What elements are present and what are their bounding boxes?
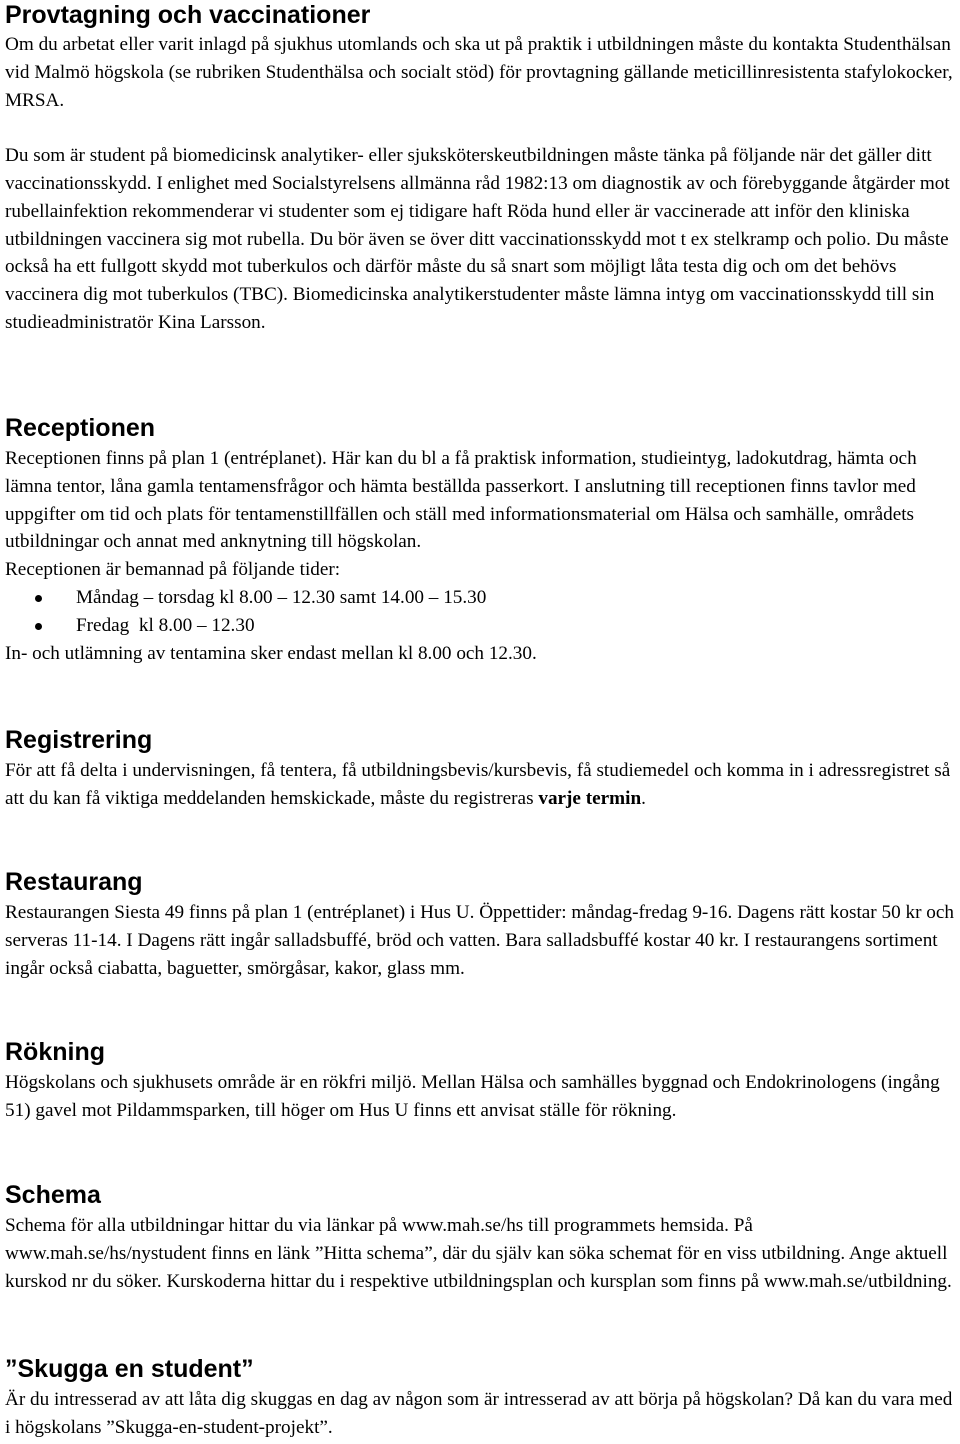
heading-schema: Schema (5, 1181, 101, 1209)
paragraph-skugga: Är du intresserad av att låta dig skuggas en dag av någon som är intresserad av att börja på högskolan? Då kan du vara med i högskolans ”Skugga-en-student-projekt”. (5, 1389, 953, 1438)
paragraph-hours-intro: Receptionen är bemannad på följande tider: (5, 559, 341, 581)
heading-provtagning: Provtagning och vaccinationer (5, 1, 371, 29)
heading-rokning: Rökning (5, 1038, 105, 1066)
paragraph-rokning: Högskolans och sjukhusets område är en rökfri miljö. Mellan Hälsa och samhälles byggnad och Endokrinologens (ingång 51) gavel mot Pildammsparken, till höger om Hus U finns ett anvisat ställe för rökning. (5, 1072, 940, 1121)
paragraph-mrsa: Om du arbetat eller varit inlagd på sjukhus utomlands och ska ut på praktik i utbildningen måste du kontakta Studenthälsan vid Malmö högskola (se rubriken Studenthälsa och socialt stöd) för provtagning gällande meticillinresistenta stafylokocker, MRSA. (5, 34, 953, 111)
paragraph-registrering (5, 757, 955, 813)
paragraph-tentamina: In- och utlämning av tentamina sker endast mellan kl 8.00 och 12.30. (5, 642, 537, 664)
registrering-emphasis: varje termin (538, 787, 642, 809)
section-skugga (5, 1354, 955, 1442)
heading-skugga: ”Skugga en student” (5, 1355, 254, 1383)
registrering-text: För att få delta i undervisningen, få tentera, få utbildningsbevis/kursbevis, få studiemedel och komma in i adressregistret så att du kan få viktiga meddelanden hemskickade, måste du registreras (5, 760, 951, 809)
bullet-icon (35, 595, 42, 602)
hours-text: Fredag kl 8.00 – 12.30 (76, 614, 255, 636)
section-rokning (5, 1037, 955, 1125)
section-registrering (5, 725, 955, 813)
list-item-hours (5, 584, 955, 612)
section-receptionen (5, 413, 955, 667)
list-item-hours (5, 612, 955, 640)
paragraph-reception-info: Receptionen finns på plan 1 (entréplanet). Här kan du bl a få praktisk information, studieintyg, ladokutdrag, hämta och lämna tentor, låna gamla tentamensfrågor och hämta beställda passerkort. I anslutning till receptionen finns tavlor med uppgifter om tid och plats för tentamenstillfällen och ställ med informationsmaterial om Hälsa och samhälle, områdets utbildningar och annat med anknytning till högskolan. (5, 448, 917, 553)
paragraph-restaurang: Restaurangen Siesta 49 finns på plan 1 (entréplanet) i Hus U. Öppettider: måndag-fredag 9-16. Dagens rätt kostar 50 kr och serveras 11-14. I Dagens rätt ingår salladsbuffé, bröd och vatten. Bara salladsbuffé kostar 40 kr. I restaurangens sortiment ingår också ciabatta, baguetter, smörgåsar, kakor, glass mm. (5, 902, 954, 979)
paragraph-schema: Schema för alla utbildningar hittar du via länkar på www.mah.se/hs till programmets hemsida. På www.mah.se/hs/nystudent finns en länk ”Hitta schema”, där du själv kan söka schemat för en viss utbildning. Ange aktuell kurskod nr du söker. Kurskoderna hittar du i respektive utbildningsplan och kursplan som finns på www.mah.se/utbildning. (5, 1215, 952, 1292)
section-restaurang (5, 867, 955, 982)
section-schema (5, 1180, 955, 1295)
hours-text: Måndag – torsdag kl 8.00 – 12.30 samt 14.00 – 15.30 (76, 586, 487, 608)
paragraph-vaccination: Du som är student på biomedicinsk analytiker- eller sjuksköterskeutbildningen måste tänka på följande när det gäller ditt vaccinationsskydd. I enlighet med Socialstyrelsens allmänna råd 1982:13 om diagnostik av och förebyggande åtgärder mot rubellainfektion rekommenderar vi studenter som ej tidigare haft Röda hund eller är vaccinerade att inför den kliniska utbildningen vaccinera sig mot rubella. Du bör även se över ditt vaccinationsskydd mot t ex stelkramp och polio. Du måste också ha ett fullgott skydd mot tuberkulos och därför måste du så snart som möjligt låta testa dig och om det behövs vaccinera dig mot tuberkulos (TBC). Biomedicinska analytikerstudenter måste lämna intyg om vaccinationsskydd till sin studieadministratör Kina Larsson. (5, 145, 950, 333)
heading-registrering: Registrering (5, 726, 153, 754)
heading-restaurang: Restaurang (5, 868, 143, 896)
bullet-icon (35, 623, 42, 630)
section-provtagning (5, 0, 955, 337)
registrering-period: . (641, 787, 646, 809)
heading-receptionen: Receptionen (5, 414, 156, 442)
